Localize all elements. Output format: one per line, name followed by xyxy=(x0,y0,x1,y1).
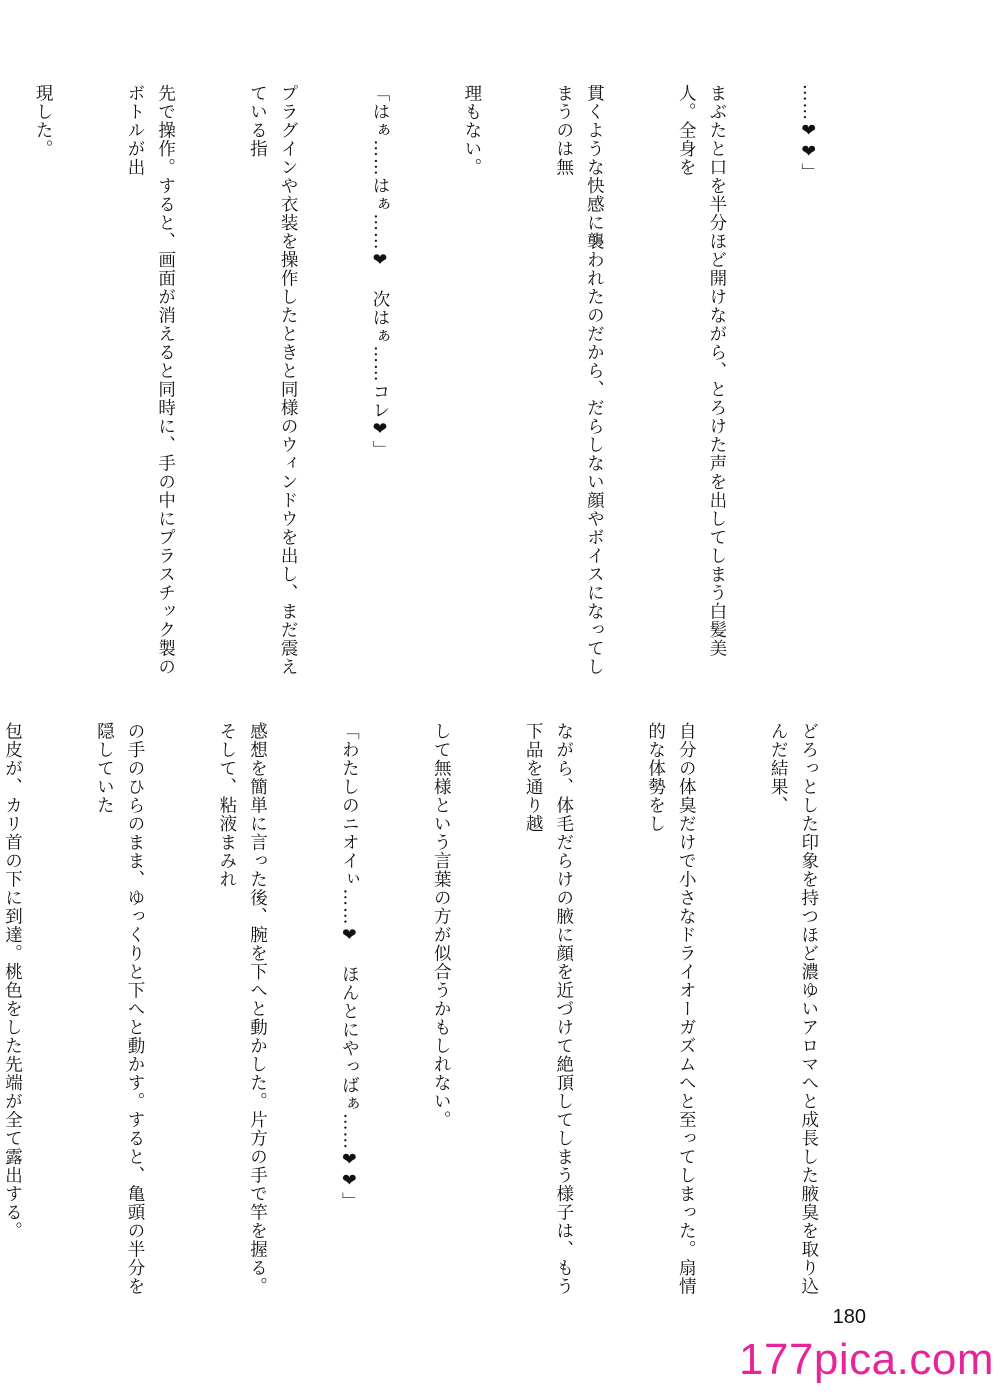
line: 貫くような快感に襲われたのだから、だらしない顔やボイスになってしまうのは無 xyxy=(553,84,605,676)
line: 理もない。 xyxy=(461,84,482,177)
line: ……❤❤」 xyxy=(798,84,819,182)
line: して無様という言葉の方が似合うかもしれない。 xyxy=(431,722,452,1129)
page-number: 180 xyxy=(832,1306,866,1328)
line: 感想を簡単に言った後、腕を下へと動かした。片方の手で竿を握る。そして、粘液まみれ xyxy=(216,722,268,1296)
line: 現した。 xyxy=(33,84,54,158)
line: の手のひらのまま、ゆっくりと下へと動かす。すると、亀頭の半分を隠していた xyxy=(94,722,145,1296)
line: 「わたしのニオイぃ……❤ ほんとにやっばぁ……❤❤」 xyxy=(339,722,360,1211)
line: プラグインや衣装を操作したときと同様のウィンドウを出し、まだ震えている指 xyxy=(247,84,299,676)
line: 先で操作。すると、画面が消えると同時に、手の中にプラスチック製のボトルが出 xyxy=(125,84,176,676)
text-column-top xyxy=(33,84,885,684)
line: まぶたと口を半分ほど開けながら、とろけた声を出してしまう白髪美人。全身を xyxy=(676,84,727,658)
watermark: 177pica.com xyxy=(739,1335,994,1384)
line: 自分の体臭だけで小さなドライオーガズムへと至ってしまった。扇情的な体勢をし xyxy=(645,722,697,1296)
text-column-bottom xyxy=(2,722,885,1312)
line: 「はぁ……はぁ……❤ 次はぁ……コレ❤」 xyxy=(370,84,390,459)
line: 包皮が、カリ首の下に到達。桃色をした先端が全て露出する。 xyxy=(2,722,23,1240)
line: ながら、体毛だらけの腋に顔を近づけて絶頂してしまう様子は、もう下品を通り越 xyxy=(523,722,574,1296)
line: どろっとした印象を持つほど濃ゆいアロマへと成長した腋臭を取り込んだ結果、 xyxy=(768,722,819,1296)
